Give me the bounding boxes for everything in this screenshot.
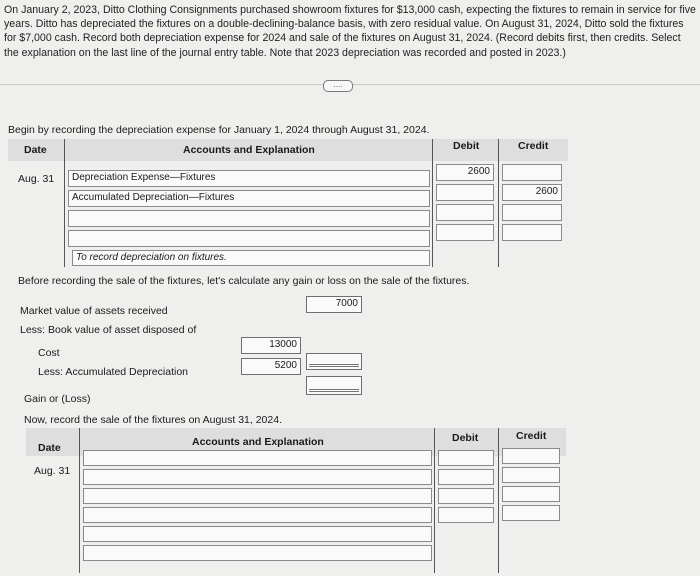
accumulated-depreciation-label: Less: Accumulated Depreciation — [38, 366, 188, 378]
account-field-4[interactable] — [83, 507, 432, 523]
entry-date: Aug. 31 — [18, 173, 55, 185]
gain-loss-instruction: Before recording the sale of the fixtures, let's calculate any gain or loss on the sale of the fixtures. — [18, 275, 470, 287]
credit-field-3[interactable] — [502, 486, 560, 502]
credit-field-1[interactable] — [502, 448, 560, 464]
credit-field-4[interactable] — [502, 505, 560, 521]
header-debit: Debit — [452, 432, 479, 444]
book-value-label: Less: Book value of asset disposed of — [20, 324, 197, 336]
accumulated-depreciation-field[interactable]: 5200 — [241, 358, 301, 375]
book-value-field[interactable] — [306, 353, 362, 370]
debit-field-2[interactable] — [436, 184, 494, 201]
problem-statement: On January 2, 2023, Ditto Clothing Consignments purchased showroom fixtures for $13,000 cash, expecting the fixtures to remain in service for five years. Ditto has depreciated the fixtures on a double-declining-balance basis, with zero residual value. On August 31, 2024, Ditto sold the fixtures for $7,000 cash. Record both depreciation expense for 2024 and sale of the fixtures on August 31, 2024. (Record debits first, then credits. Select the explanation on the last line of the journal entry table. Note that 2023 depreciation was recorded and posted in 2023.) — [4, 4, 696, 59]
market-value-field[interactable]: 7000 — [306, 296, 362, 313]
credit-field-2[interactable] — [502, 467, 560, 483]
gain-loss-field[interactable] — [306, 376, 362, 395]
header-credit: Credit — [516, 430, 547, 442]
market-value-label: Market value of assets received — [20, 305, 168, 317]
depreciation-journal-table — [8, 139, 568, 269]
explanation-field[interactable]: To record depreciation on fixtures. — [72, 250, 430, 266]
header-accounts: Accounts and Explanation — [192, 436, 324, 448]
account-field-6[interactable] — [83, 545, 432, 561]
credit-field-3[interactable] — [502, 204, 562, 221]
account-field-1[interactable] — [83, 450, 432, 466]
debit-field-1[interactable] — [438, 450, 494, 466]
credit-field-4[interactable] — [502, 224, 562, 241]
account-field-1[interactable]: Depreciation Expense—Fixtures — [68, 170, 430, 187]
debit-field-3[interactable] — [438, 488, 494, 504]
account-field-5[interactable] — [83, 526, 432, 542]
header-date: Date — [38, 442, 61, 454]
cost-label: Cost — [38, 347, 60, 359]
header-date: Date — [24, 144, 47, 156]
account-field-2[interactable]: Accumulated Depreciation—Fixtures — [68, 190, 430, 207]
expand-more-button[interactable]: .... — [323, 80, 353, 92]
gain-loss-label: Gain or (Loss) — [24, 393, 91, 405]
depreciation-instruction: Begin by recording the depreciation expense for January 1, 2024 through August 31, 2024. — [8, 124, 430, 136]
account-field-2[interactable] — [83, 469, 432, 485]
entry-date: Aug. 31 — [34, 465, 71, 477]
credit-field-2[interactable]: 2600 — [502, 184, 562, 201]
debit-field-2[interactable] — [438, 469, 494, 485]
header-debit: Debit — [453, 140, 480, 152]
cost-field[interactable]: 13000 — [241, 337, 301, 354]
header-credit: Credit — [518, 140, 549, 152]
account-field-3[interactable] — [83, 488, 432, 504]
account-field-3[interactable] — [68, 210, 430, 227]
header-accounts: Accounts and Explanation — [183, 144, 315, 156]
debit-field-1[interactable]: 2600 — [436, 164, 494, 181]
account-field-4[interactable] — [68, 230, 430, 247]
debit-field-3[interactable] — [436, 204, 494, 221]
sale-instruction: Now, record the sale of the fixtures on August 31, 2024. — [24, 414, 282, 426]
sale-journal-table — [26, 428, 566, 573]
debit-field-4[interactable] — [436, 224, 494, 241]
credit-field-1[interactable] — [502, 164, 562, 181]
debit-field-4[interactable] — [438, 507, 494, 523]
